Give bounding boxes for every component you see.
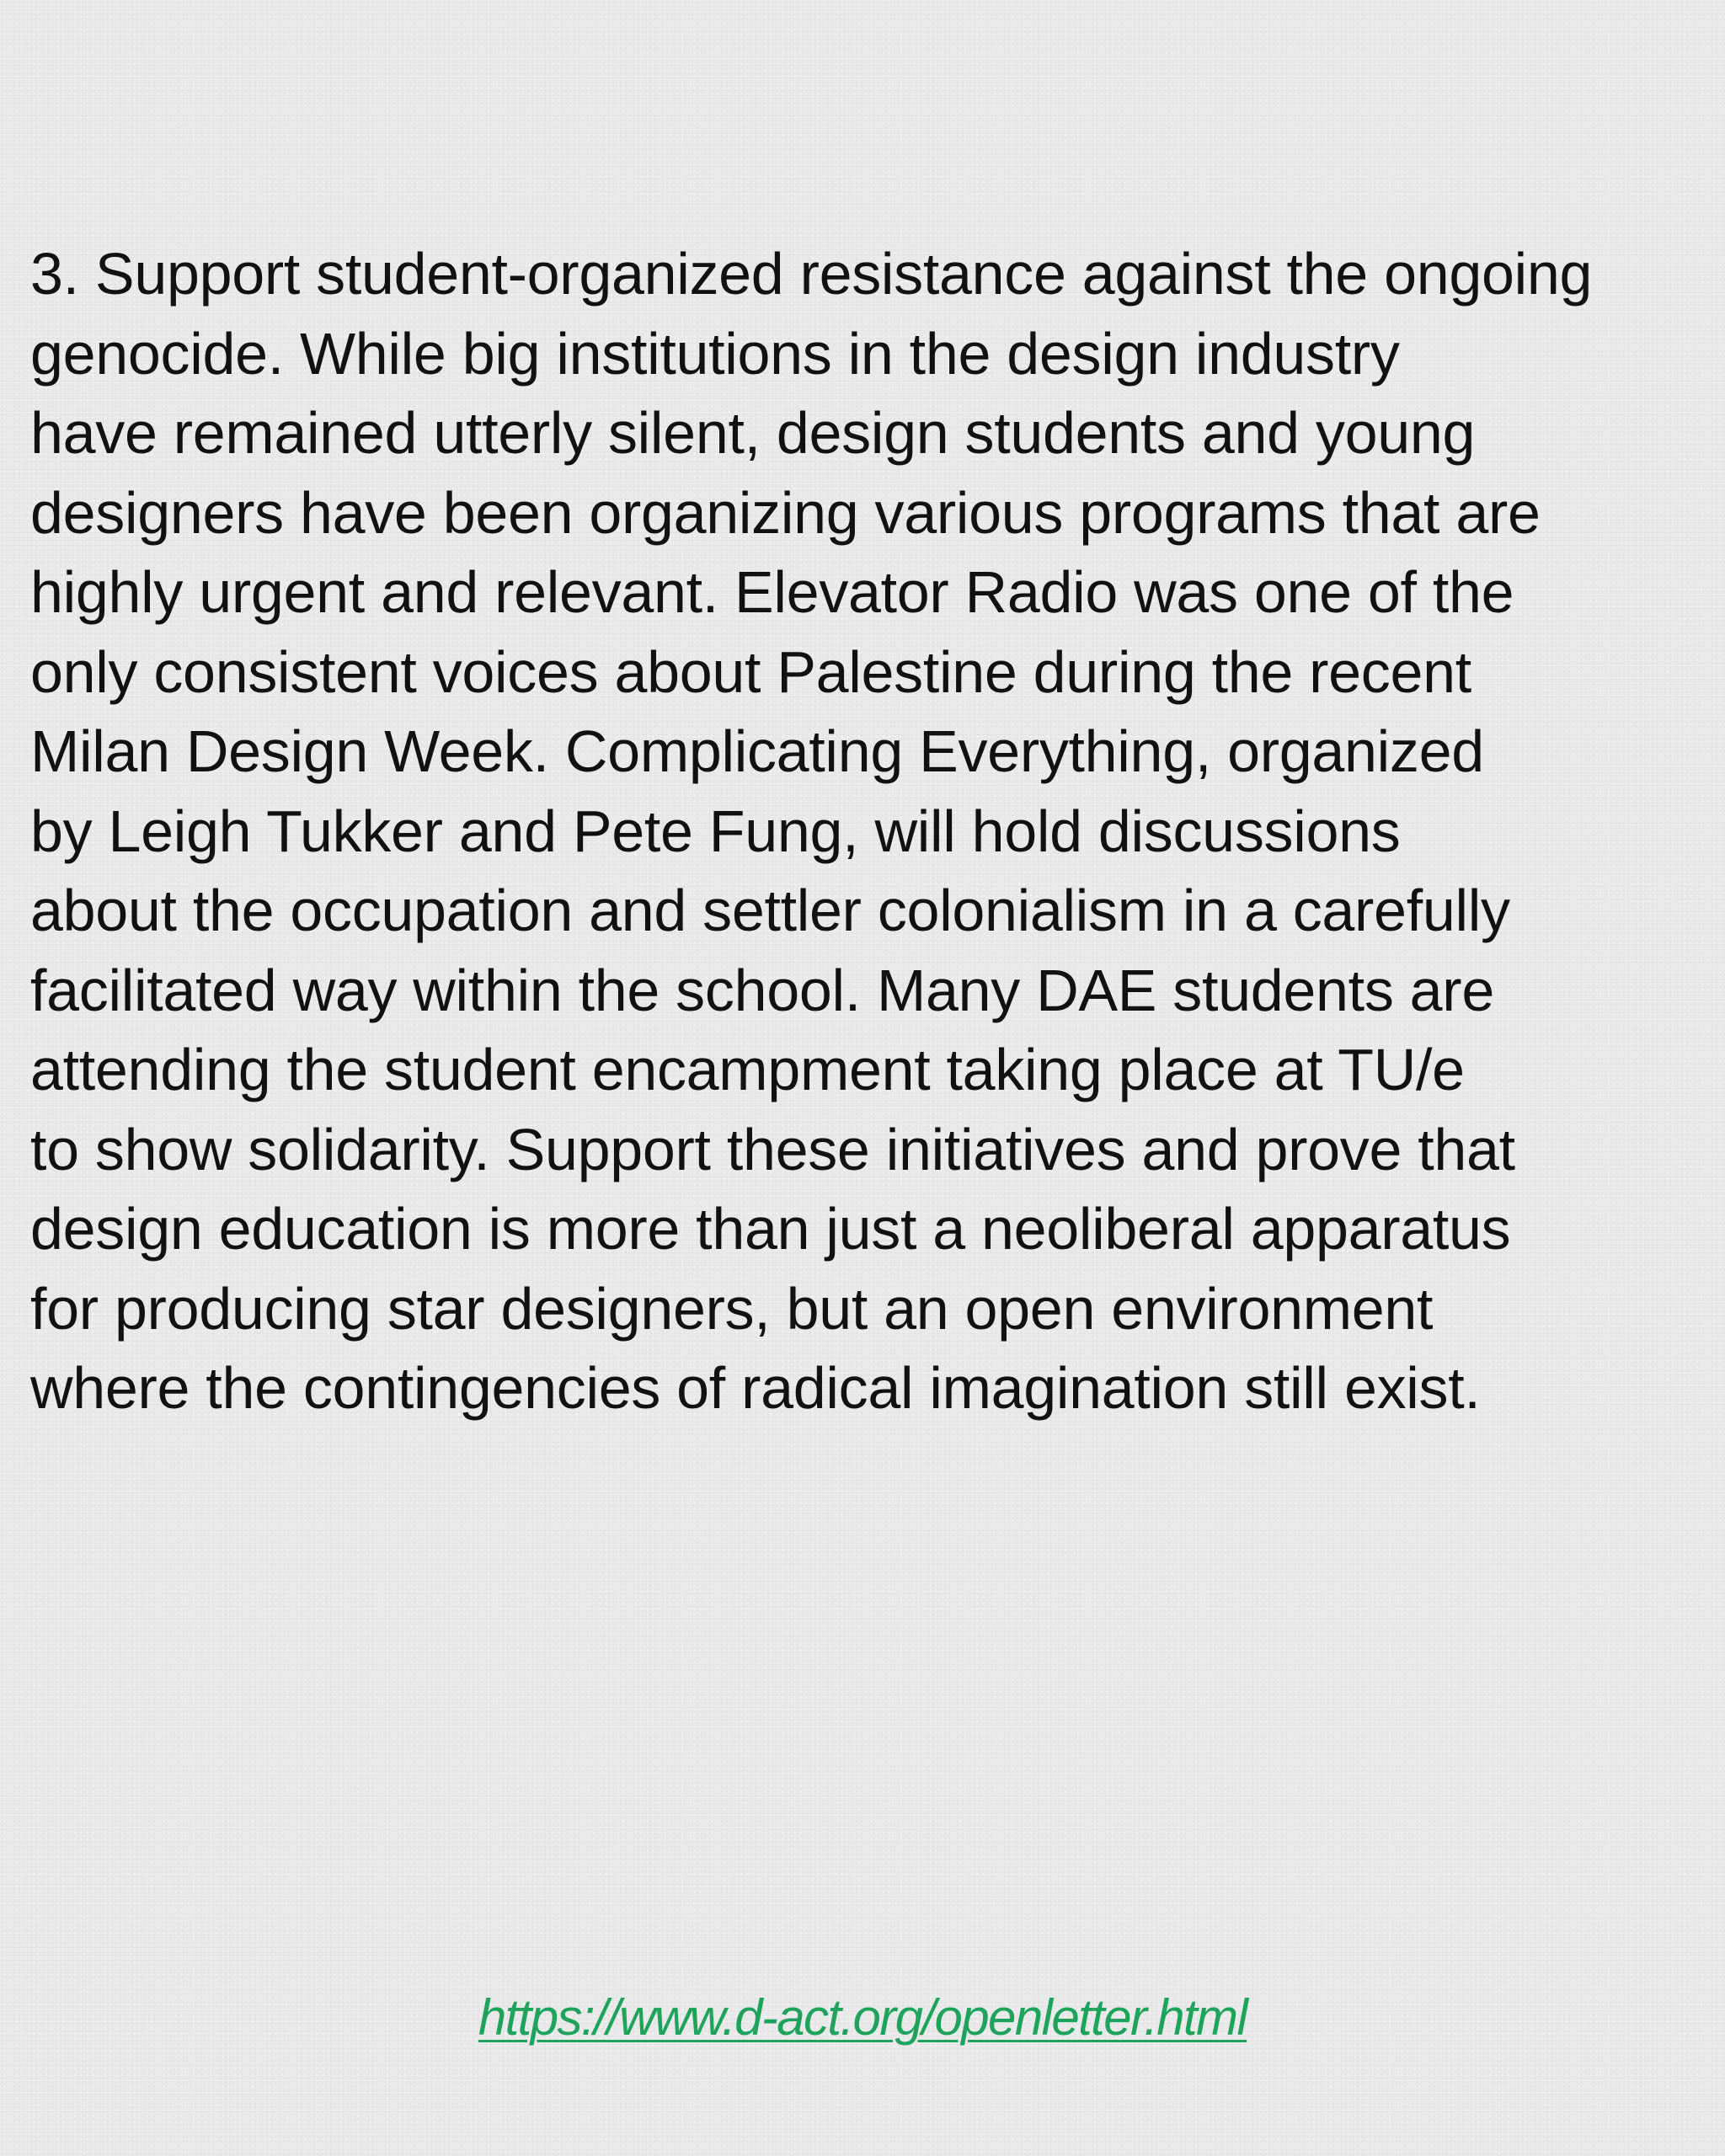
paragraph-line: Milan Design Week. Complicating Everything, organized <box>30 718 1484 784</box>
paragraph-line: where the contingencies of radical imagination still exist. <box>30 1355 1481 1421</box>
paragraph-line: highly urgent and relevant. Elevator Radio was one of the <box>30 559 1514 625</box>
paragraph-line: for producing star designers, but an open environment <box>30 1275 1434 1342</box>
paragraph-line: have remained utterly silent, design students and young <box>30 400 1476 466</box>
letter-paragraph <box>30 234 1706 1428</box>
open-letter-link[interactable]: https://www.d-act.org/openletter.html <box>478 1989 1247 2046</box>
paragraph-line: about the occupation and settler colonialism in a carefully <box>30 878 1510 943</box>
paragraph-line: by Leigh Tukker and Pete Fung, will hold discussions <box>30 798 1401 864</box>
paragraph-line: attending the student encampment taking place at TU/e <box>30 1037 1465 1102</box>
paragraph-line: facilitated way within the school. Many DAE students are <box>30 957 1494 1023</box>
paragraph-line: genocide. While big institutions in the design industry <box>30 320 1400 387</box>
paragraph-line: design education is more than just a neoliberal apparatus <box>30 1196 1511 1262</box>
paragraph-line: designers have been organizing various programs that are <box>30 479 1541 546</box>
paragraph-line: 3. Support student-organized resistance against the ongoing <box>30 241 1593 307</box>
paragraph-line: only consistent voices about Palestine during the recent <box>30 638 1471 705</box>
paragraph-line: to show solidarity. Support these initiatives and prove that <box>30 1116 1515 1182</box>
